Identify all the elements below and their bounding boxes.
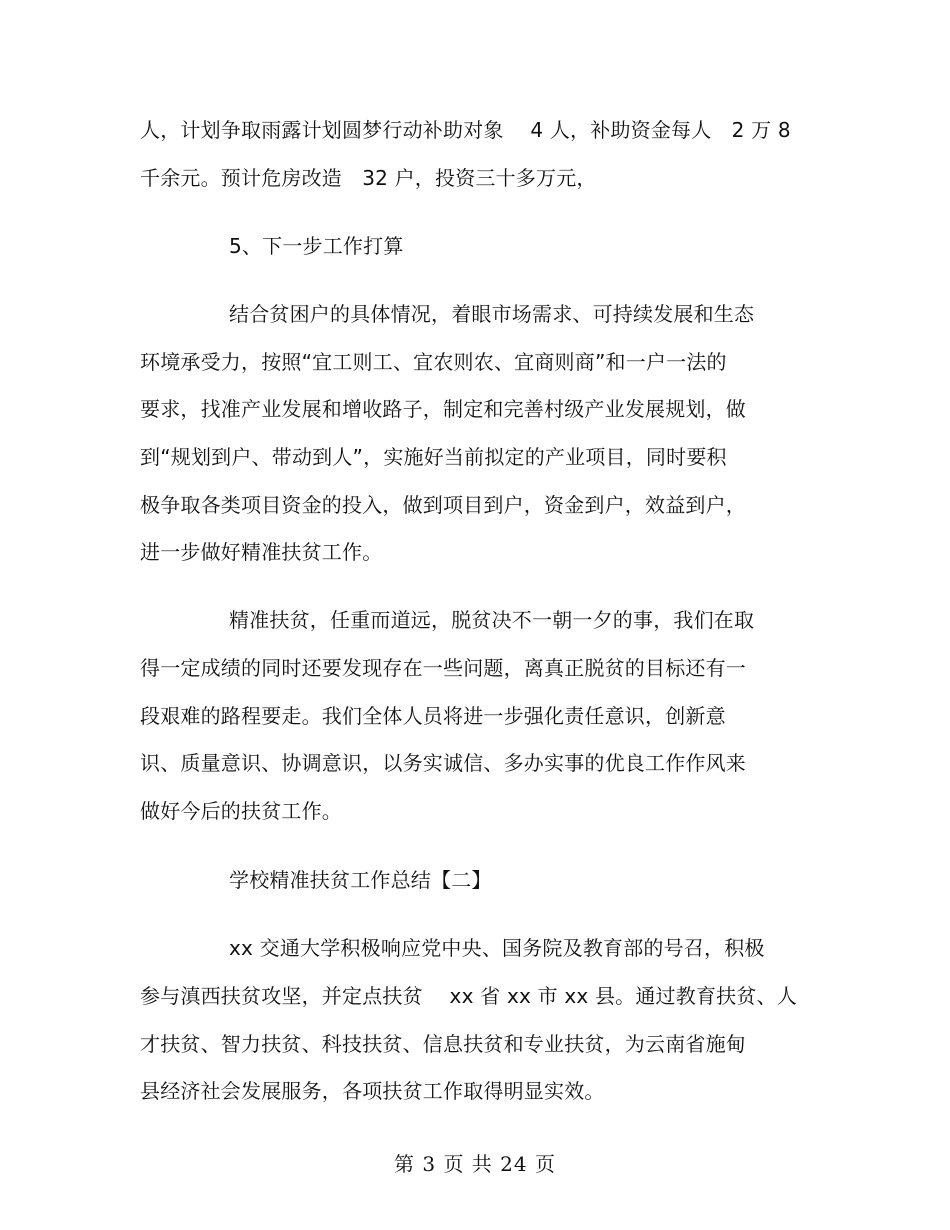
text-line: 精准扶贫，任重而道远，脱贫决不一朝一夕的事，我们在取	[229, 608, 755, 632]
text-line: 结合贫困户的具体情况，着眼市场需求、可持续发展和生态	[229, 302, 755, 326]
text-line: 到“规划到户、带动到人”，实施好当前拟定的产业项目，同时要积	[140, 445, 727, 469]
text-line: 千余元。预计危房改造 32 户，投资三十多万元，	[140, 166, 597, 190]
text-line: xx 交通大学积极响应党中央、国务院及教育部的号召，积极	[229, 936, 765, 960]
text-line: 参与滇西扶贫攻坚，并定点扶贫 xx 省 xx 市 xx 县。通过教育扶贫、人	[140, 984, 797, 1008]
text-line: 进一步做好精准扶贫工作。	[140, 540, 383, 564]
page-footer: 第 3 页 共 24 页	[394, 1152, 556, 1176]
text-line: 段艰难的路程要走。我们全体人员将进一步强化责任意识，创新意	[140, 704, 726, 728]
section-heading: 学校精准扶贫工作总结【二】	[229, 868, 492, 892]
text-line: 得一定成绩的同时还要发现存在一些问题，离真正脱贫的目标还有一	[140, 656, 746, 680]
section-heading: 5、下一步工作打算	[229, 234, 404, 258]
text-line: 识、质量意识、协调意识，以务实诚信、多办实事的优良工作作风来	[140, 751, 746, 775]
text-line: 要求，找准产业发展和增收路子，制定和完善村级产业发展规划，做	[140, 397, 746, 421]
text-line: 才扶贫、智力扶贫、科技扶贫、信息扶贫和专业扶贫，为云南省施甸	[140, 1032, 746, 1056]
text-line: 极争取各类项目资金的投入，做到项目到户，资金到户，效益到户，	[140, 493, 746, 517]
text-line: 做好今后的扶贫工作。	[140, 799, 342, 823]
text-line: 人，计划争取雨露计划圆梦行动补助对象 4 人，补助资金每人 2 万 8	[140, 118, 791, 142]
text-line: 县经济社会发展服务，各项扶贫工作取得明显实效。	[140, 1079, 605, 1103]
text-line: 环境承受力，按照“宜工则工、宜农则农、宜商则商”和一户一法的	[140, 350, 727, 374]
